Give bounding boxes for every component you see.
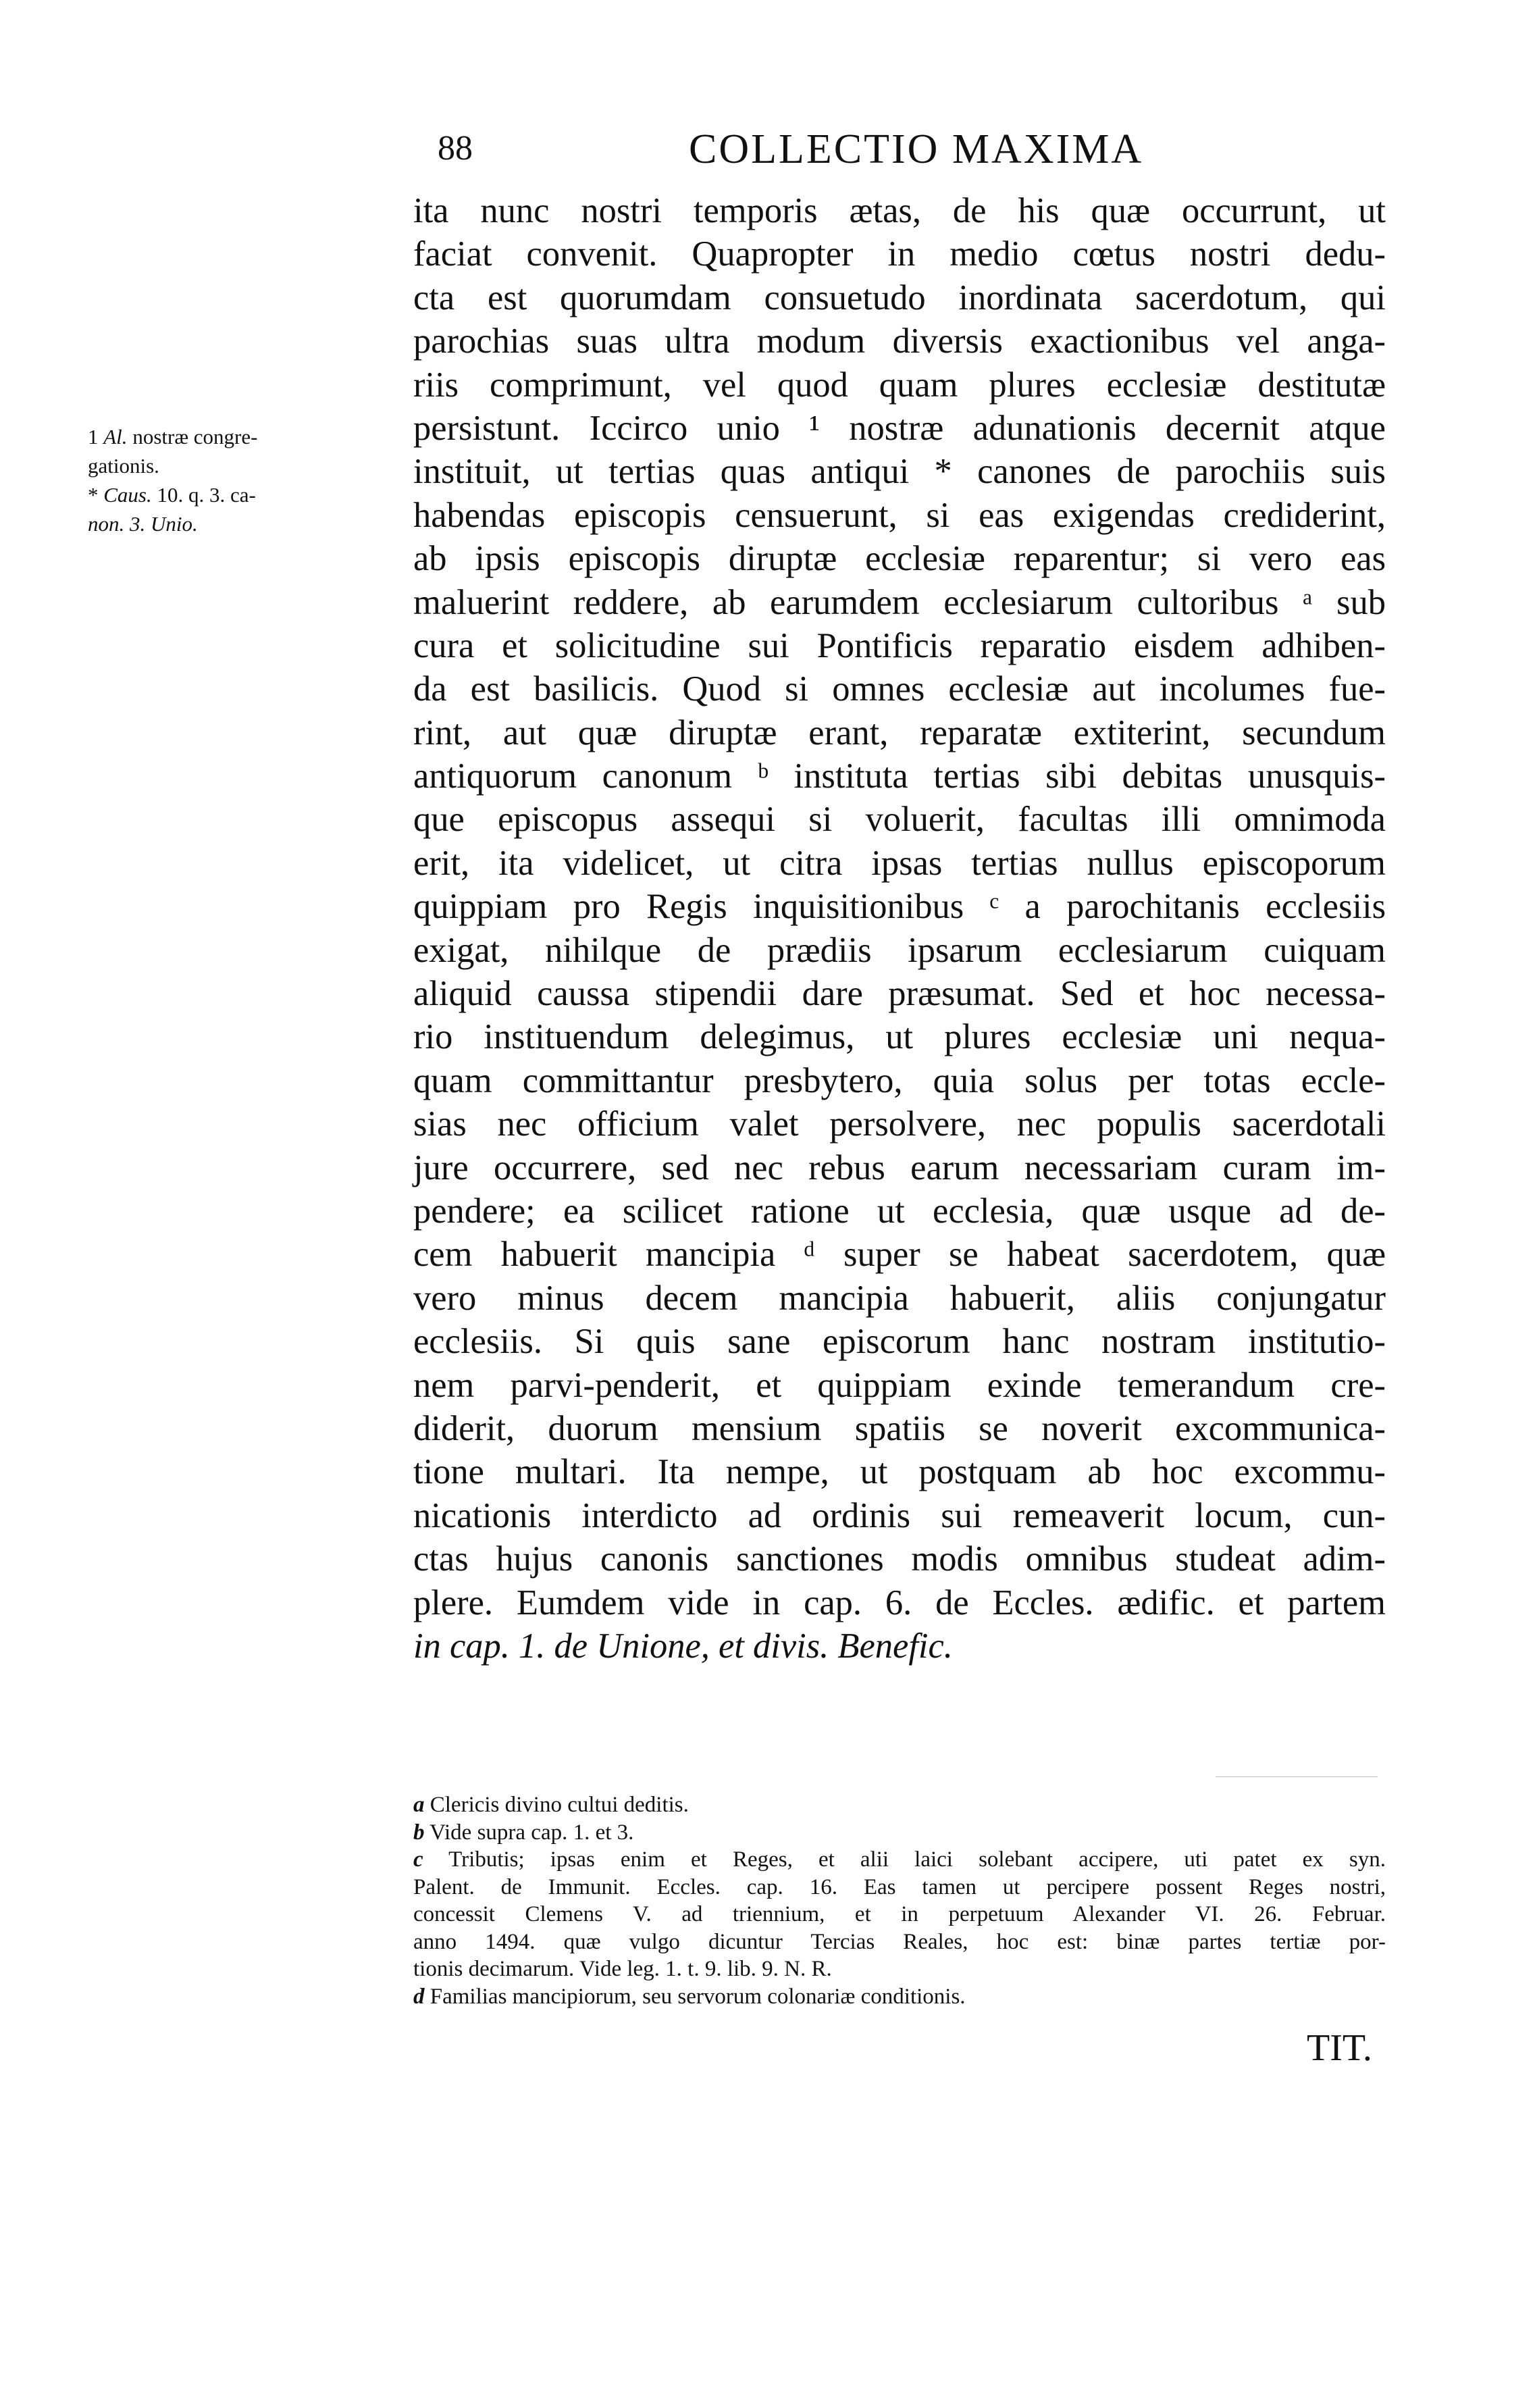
- text-line: parochias suas ultra modum diversis exactionibus vel anga-: [413, 322, 1386, 361]
- footnote-mark: a: [413, 1793, 425, 1817]
- footnote-mark: c: [413, 1847, 423, 1872]
- text-line: quippiam pro Regis inquisitionibus ᶜ a parochitanis ecclesiis: [413, 887, 1386, 927]
- footnote-mark: d: [413, 1984, 425, 2009]
- margin-note-italic: Al.: [103, 425, 128, 449]
- footnote-text: Vide supra cap. 1. et 3.: [424, 1820, 634, 1845]
- footnote-continuation: tionis decimarum. Vide leg. 1. t. 9. lib. 9. N. R.: [413, 1957, 832, 1981]
- text-line: ita nunc nostri temporis ætas, de his quæ occurrunt, ut: [413, 191, 1386, 230]
- text-line: diderit, duorum mensium spatiis se noverit excommunica-: [413, 1408, 1386, 1448]
- running-title: COLLECTIO MAXIMA: [689, 126, 1144, 172]
- text-line: que episcopus assequi si voluerit, facultas illi omnimoda: [413, 800, 1386, 840]
- text-line: habendas episcopis censuerunt, si eas exigendas crediderint,: [413, 495, 1386, 535]
- footnote-rule: [1216, 1776, 1378, 1777]
- text-line: antiquorum canonum ᵇ instituta tertias sibi debitas unusquis-: [413, 757, 1386, 796]
- text-line: plere. Eumdem vide in cap. 6. de Eccles. ædific. et partem: [413, 1583, 1386, 1622]
- text-line: cta est quorumdam consuetudo inordinata sacerdotum, qui: [413, 278, 1386, 317]
- main-text: [413, 189, 1386, 1668]
- text-line: ctas hujus canonis sanctiones modis omnibus studeat adim-: [413, 1539, 1386, 1579]
- margin-note-text: gationis.: [88, 454, 159, 478]
- text-line: jure occurrere, sed nec rebus earum necessariam curam im-: [413, 1148, 1386, 1187]
- text-line: vero minus decem mancipia habuerit, aliis conjungatur: [413, 1278, 1386, 1318]
- text-line: nicationis interdicto ad ordinis sui remeaverit locum, cun-: [413, 1495, 1386, 1535]
- text-line: rint, aut quæ diruptæ erant, reparatæ extiterint, secundum: [413, 713, 1386, 752]
- footnote: [413, 1791, 1386, 1819]
- footnote-continuation: anno 1494. quæ vulgo dicuntur Tercias Reales, hoc est: binæ partes tertiæ por-: [413, 1929, 1386, 1954]
- text-line: ecclesiis. Si quis sane episcorum hanc nostram institutio-: [413, 1322, 1386, 1362]
- footnote-continuation: Palent. de Immunit. Eccles. cap. 16. Eas tamen ut percipere possent Reges nostri,: [413, 1874, 1386, 1899]
- catchword: TIT.: [1307, 2027, 1372, 2069]
- margin-note-italic: Caus.: [103, 483, 152, 507]
- text-line: riis comprimunt, vel quod quam plures ecclesiæ destitutæ: [413, 365, 1386, 405]
- text-line: cem habuerit mancipia ᵈ super se habeat sacerdotem, quæ: [413, 1235, 1386, 1275]
- text-line: da est basilicis. Quod si omnes ecclesiæ aut incolumes fue-: [413, 669, 1386, 709]
- margin-note-italic: non. 3. Unio.: [88, 512, 198, 536]
- margin-note-text: 10. q. 3. ca-: [151, 483, 256, 507]
- text-line: cura et solicitudine sui Pontificis reparatio eisdem adhiben-: [413, 625, 1386, 665]
- footnote: [413, 1846, 1386, 1874]
- text-line: nem parvi-penderit, et quippiam exinde temerandum cre-: [413, 1365, 1386, 1405]
- margin-note: [88, 511, 398, 536]
- text-line: rio instituendum delegimus, ut plures ecclesiæ uni nequa-: [413, 1017, 1386, 1057]
- text-line: instituit, ut tertias quas antiqui * canones de parochiis suis: [413, 452, 1386, 492]
- footnote-text: Clericis divino cultui deditis.: [424, 1793, 689, 1817]
- text-line: aliquid caussa stipendii dare præsumat. Sed et hoc necessa-: [413, 974, 1386, 1014]
- margin-note-marker: *: [88, 483, 104, 507]
- page-number: 88: [438, 129, 473, 168]
- footnotes: [413, 1791, 1386, 2010]
- text-line: pendere; ea scilicet ratione ut ecclesia, quæ usque ad de-: [413, 1191, 1386, 1231]
- text-line: maluerint reddere, ab earumdem ecclesiarum cultoribus ᵃ sub: [413, 582, 1386, 622]
- text-line: sias nec officium valet persolvere, nec populis sacerdotali: [413, 1104, 1386, 1144]
- margin-notes: [88, 424, 398, 540]
- footnote: [413, 1819, 1386, 1847]
- running-head: [432, 119, 1405, 180]
- margin-note: [88, 482, 398, 507]
- margin-note: [88, 424, 398, 449]
- text-line: ab ipsis episcopis diruptæ ecclesiæ reparentur; si vero eas: [413, 539, 1386, 579]
- footnote-text: Familias mancipiorum, seu servorum colonariæ conditionis.: [424, 1984, 966, 2009]
- footnote-continuation: concessit Clemens V. ad triennium, et in perpetuum Alexander VI. 26. Februar.: [413, 1902, 1386, 1926]
- text-line: persistunt. Iccirco unio ¹ nostræ adunationis decernit atque: [413, 408, 1386, 448]
- text-line: in cap. 1. de Unione, et divis. Benefic.: [413, 1626, 953, 1666]
- margin-note-marker: 1: [88, 425, 104, 449]
- footnote-mark: b: [413, 1820, 425, 1845]
- text-line: quam committantur presbytero, quia solus per totas eccle-: [413, 1060, 1386, 1100]
- text-line: exigat, nihilque de prædiis ipsarum ecclesiarum cuiquam: [413, 930, 1386, 970]
- text-line: tione multari. Ita nempe, ut postquam ab hoc excommu-: [413, 1452, 1386, 1492]
- footnote-text: Tributis; ipsas enim et Reges, et alii laici solebant accipere, uti patet ex syn.: [423, 1847, 1386, 1872]
- text-line: faciat convenit. Quapropter in medio cœtus nostri dedu-: [413, 234, 1386, 274]
- text-line: erit, ita videlicet, ut citra ipsas tertias nullus episcoporum: [413, 843, 1386, 883]
- margin-note-text: nostræ congre-: [127, 425, 258, 449]
- footnote: [413, 1983, 1386, 2011]
- margin-note: [88, 453, 398, 478]
